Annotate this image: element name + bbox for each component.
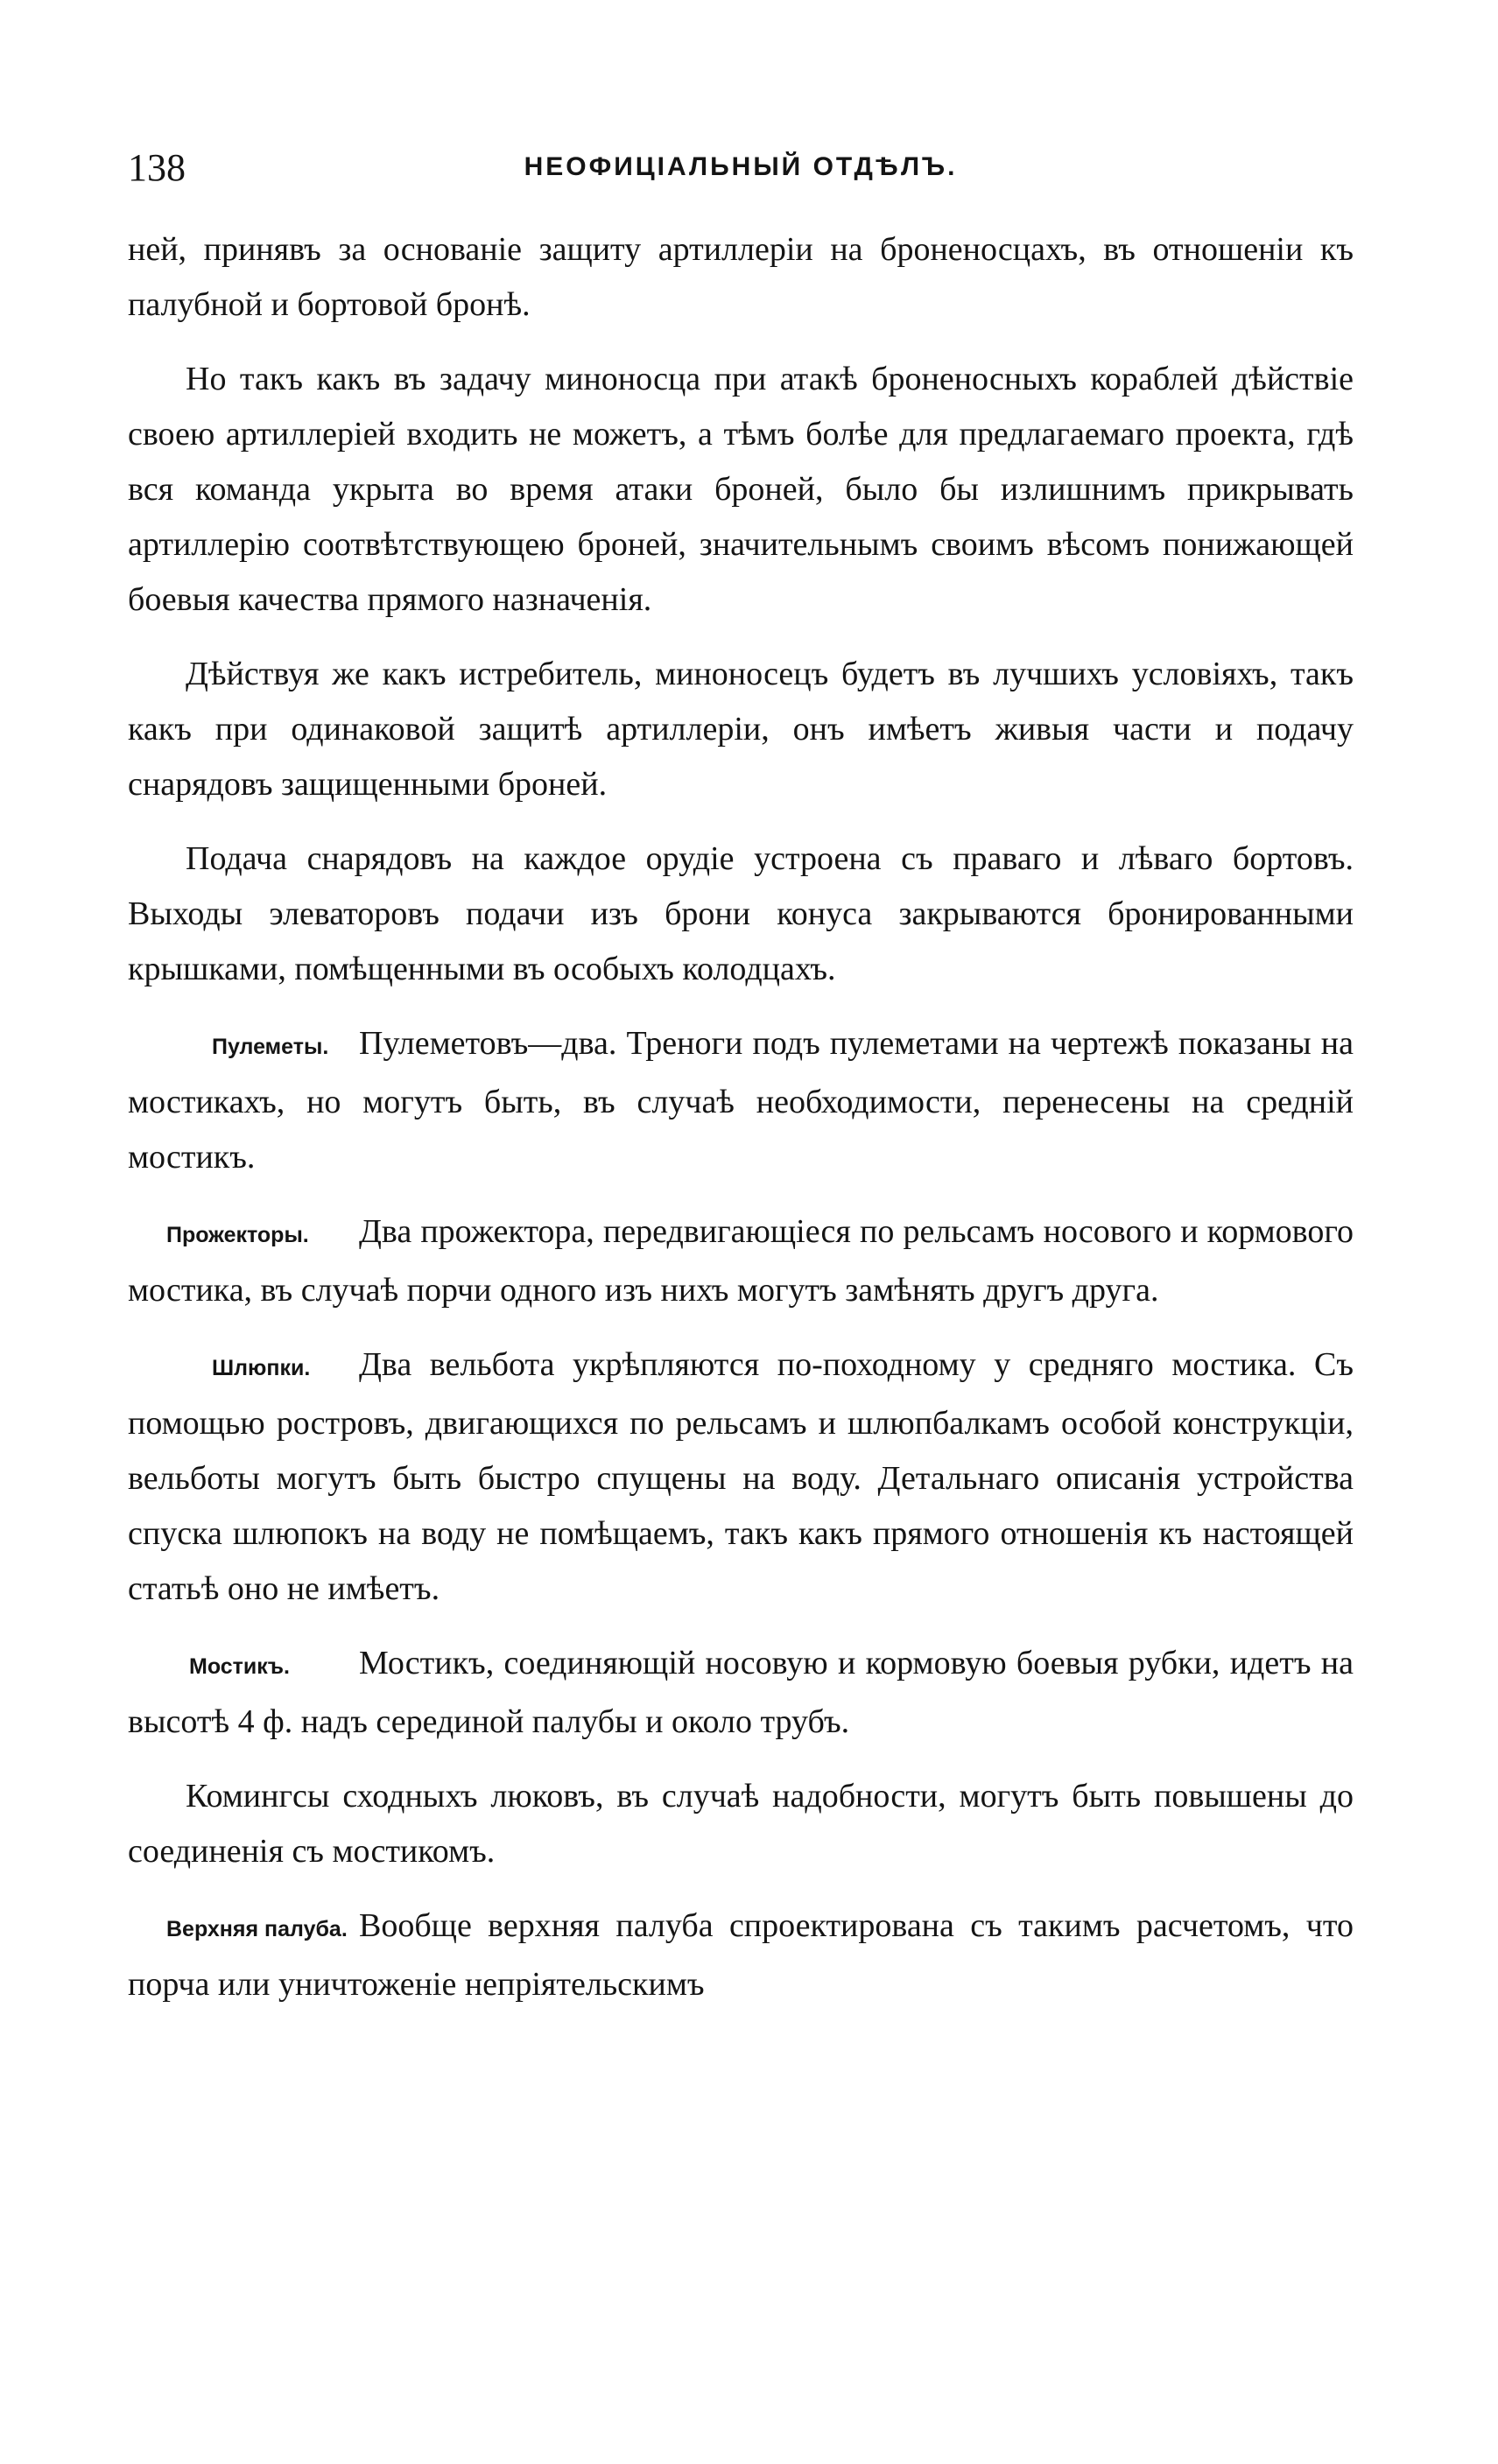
margin-label-searchlights: Прожекторы. <box>166 1223 309 1247</box>
section-text-searchlights: Два прожектора, передвигающіеся по рельсамъ носового и кормового мостика, въ случаѣ порчи одного изъ нихъ могутъ замѣнять другъ друга. <box>128 1213 1354 1309</box>
section-boats <box>128 1337 1354 1617</box>
margin-label-boats: Шлюпки. <box>212 1356 311 1380</box>
margin-label-upper-deck: Верхняя палуба. <box>166 1917 348 1941</box>
section-searchlights <box>128 1204 1354 1318</box>
section-upper-deck <box>128 1899 1354 2012</box>
page-header <box>128 131 1354 201</box>
section-bridge <box>128 1636 1354 1750</box>
paragraph-artillery-armor: Но такъ какъ въ задачу миноносца при атакѣ броненосныхъ кораблей дѣйствіе своею артиллеріей входить не можетъ, а тѣмъ болѣе для предлагаемаго проекта, гдѣ вся команда укрыта во время атаки броней, было бы излишнимъ прикрывать артиллерію соотвѣтствующею броней, значительнымъ своимъ вѣсомъ понижающей боевыя качества прямого назначенія. <box>128 361 1354 618</box>
section-text-machine-guns: Пулеметовъ—два. Треноги подъ пулеметами на чертежѣ показаны на мостикахъ, но могутъ быть, въ случаѣ необходимости, перенесены на средній мостикъ. <box>128 1025 1354 1176</box>
margin-label-machine-guns: Пулеметы. <box>212 1035 329 1059</box>
page-number: 138 <box>128 146 186 189</box>
section-text-bridge: Мостикъ, соединяющій носовую и кормовую боевыя рубки, идетъ на высотѣ 4 ф. надъ серединой палубы и около трубъ. <box>128 1645 1354 1740</box>
margin-label-bridge: Мостикъ. <box>189 1654 290 1679</box>
section-text-upper-deck: Вообще верхняя палуба спроектирована съ такимъ расчетомъ, что порча или уничтоженіе непріятельскимъ <box>128 1907 1354 2003</box>
paragraph-destroyer: Дѣйствуя же какъ истребитель, миноносецъ будетъ въ лучшихъ условіяхъ, такъ какъ при одинаковой защитѣ артиллеріи, онъ имѣетъ живыя части и подачу снарядовъ защищенными броней. <box>128 656 1354 803</box>
running-head: НЕОФИЦІАЛЬНЫЙ ОТДѢЛЪ. <box>524 152 958 181</box>
section-text-boats: Два вельбота укрѣпляются по-походному у средняго мостика. Съ помощью ростровъ, двигающихся по рельсамъ и шлюпбалкамъ особой конструкціи, вельботы могутъ быть быстро спущены на воду. Детальнаго описанія устройства спуска шлюпокъ на воду не помѣщаемъ, такъ какъ прямого отношенія къ настоящей статьѣ оно не имѣетъ. <box>128 1346 1354 1607</box>
paragraph-continuation: ней, принявъ за основаніе защиту артиллеріи на броненосцахъ, въ отношеніи къ палубной и бортовой бронѣ. <box>128 231 1354 323</box>
paragraph-hatch-coamings: Комингсы сходныхъ люковъ, въ случаѣ надобности, могутъ быть повышены до соединенія съ мостикомъ. <box>128 1778 1354 1870</box>
body-text <box>128 222 1354 2012</box>
paragraph-ammunition-supply: Подача снарядовъ на каждое орудіе устроена съ праваго и лѣваго бортовъ. Выходы элеваторовъ подачи изъ брони конуса закрываются бронированными крышками, помѣщенными въ особыхъ колодцахъ. <box>128 840 1354 987</box>
book-page <box>128 131 1354 2032</box>
section-machine-guns <box>128 1016 1354 1185</box>
